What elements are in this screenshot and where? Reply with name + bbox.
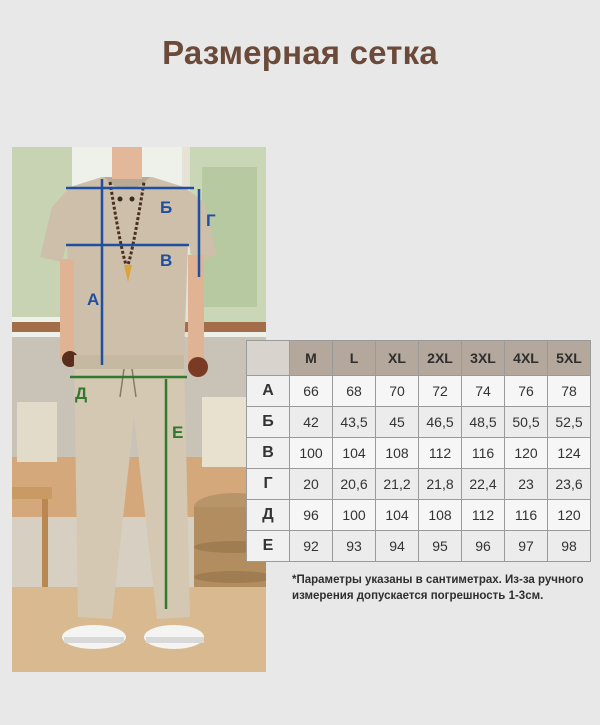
- measure-label-b: Б: [160, 198, 173, 217]
- table-cell: 46,5: [419, 407, 462, 438]
- size-col-header: 5XL: [548, 341, 591, 376]
- table-cell: 100: [333, 500, 376, 531]
- table-cell: 66: [290, 376, 333, 407]
- row-label: В: [247, 438, 290, 469]
- measure-label-d: Д: [75, 384, 88, 403]
- measurement-note: *Параметры указаны в сантиметрах. Из-за ручного измерения допускается погрешность 1-3см.: [292, 574, 584, 602]
- measure-label-g: Г: [206, 211, 216, 230]
- table-cell: 104: [376, 500, 419, 531]
- table-cell: 45: [376, 407, 419, 438]
- row-label: А: [247, 376, 290, 407]
- table-cell: 21,2: [376, 469, 419, 500]
- table-cell: 72: [419, 376, 462, 407]
- table-cell: 104: [333, 438, 376, 469]
- table-cell: 108: [419, 500, 462, 531]
- size-col-header: 4XL: [505, 341, 548, 376]
- table-cell: 76: [505, 376, 548, 407]
- table-cell: 116: [505, 500, 548, 531]
- table-row: [247, 531, 591, 562]
- table-cell: 95: [419, 531, 462, 562]
- table-cell: 43,5: [333, 407, 376, 438]
- table-corner-cell: [247, 341, 290, 376]
- table-cell: 120: [505, 438, 548, 469]
- table-cell: 42: [290, 407, 333, 438]
- table-row: [247, 407, 591, 438]
- table-cell: 96: [290, 500, 333, 531]
- size-col-header: L: [333, 341, 376, 376]
- table-cell: 124: [548, 438, 591, 469]
- table-cell: 100: [290, 438, 333, 469]
- table-row: [247, 376, 591, 407]
- row-label: Б: [247, 407, 290, 438]
- table-cell: 112: [419, 438, 462, 469]
- table-cell: 48,5: [462, 407, 505, 438]
- table-cell: 97: [505, 531, 548, 562]
- table-cell: 108: [376, 438, 419, 469]
- table-cell: 50,5: [505, 407, 548, 438]
- table-cell: 21,8: [419, 469, 462, 500]
- table-cell: 52,5: [548, 407, 591, 438]
- measure-label-v: В: [160, 251, 173, 270]
- table-row: [247, 500, 591, 531]
- table-cell: 70: [376, 376, 419, 407]
- row-label: Д: [247, 500, 290, 531]
- table-cell: 94: [376, 531, 419, 562]
- size-col-header: 2XL: [419, 341, 462, 376]
- size-header-row: [247, 341, 591, 376]
- table-row: [247, 438, 591, 469]
- table-cell: 23,6: [548, 469, 591, 500]
- row-label: Е: [247, 531, 290, 562]
- table-cell: 120: [548, 500, 591, 531]
- table-cell: 78: [548, 376, 591, 407]
- table-cell: 22,4: [462, 469, 505, 500]
- table-cell: 116: [462, 438, 505, 469]
- table-cell: 68: [333, 376, 376, 407]
- table-cell: 74: [462, 376, 505, 407]
- measure-label-e: Е: [172, 423, 184, 442]
- table-cell: 93: [333, 531, 376, 562]
- table-cell: 98: [548, 531, 591, 562]
- size-table: [246, 340, 591, 562]
- size-col-header: M: [290, 341, 333, 376]
- measure-label-a: А: [87, 290, 100, 309]
- size-col-header: 3XL: [462, 341, 505, 376]
- table-row: [247, 469, 591, 500]
- size-col-header: XL: [376, 341, 419, 376]
- page-title: Размерная сетка: [162, 34, 438, 71]
- table-cell: 20: [290, 469, 333, 500]
- table-cell: 23: [505, 469, 548, 500]
- table-cell: 96: [462, 531, 505, 562]
- table-cell: 20,6: [333, 469, 376, 500]
- model-photo: [12, 147, 266, 672]
- table-cell: 92: [290, 531, 333, 562]
- table-cell: 112: [462, 500, 505, 531]
- row-label: Г: [247, 469, 290, 500]
